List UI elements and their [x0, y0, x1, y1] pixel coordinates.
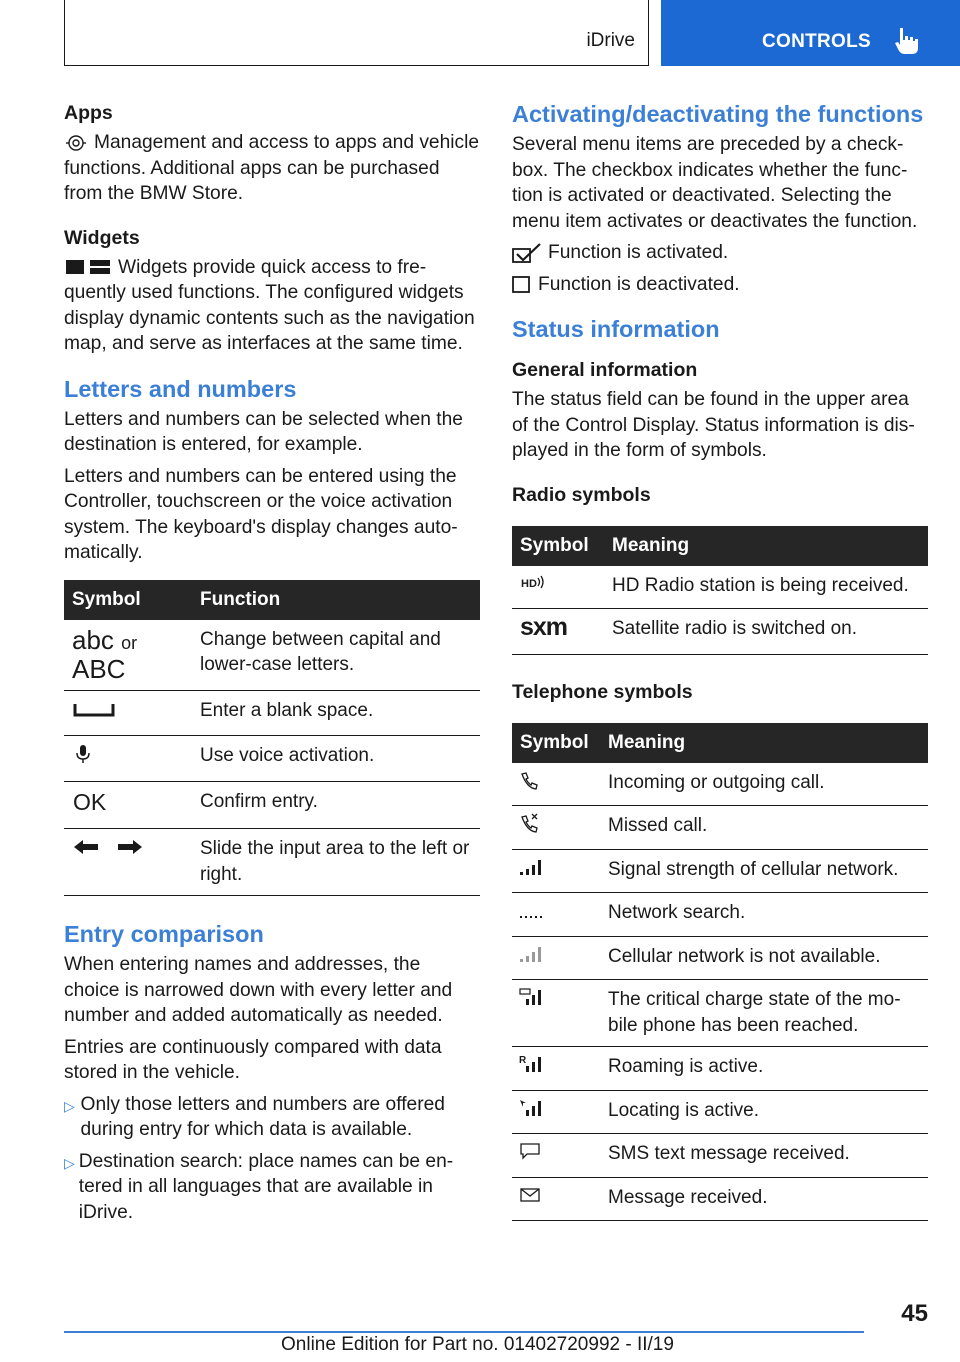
apps-icon	[64, 134, 88, 152]
abc-lower-icon: abc	[72, 624, 114, 655]
table-row	[512, 1134, 928, 1178]
apps-paragraph	[64, 130, 480, 207]
table-cell: Roaming is active.	[600, 1047, 928, 1091]
radio-table	[512, 526, 928, 655]
phone-call-icon	[518, 770, 540, 790]
table-row	[512, 566, 928, 609]
space-icon	[72, 698, 116, 720]
header-chapter-label: CONTROLS	[762, 31, 872, 52]
radio-heading: Radio symbols	[512, 483, 651, 506]
bullet-triangle-icon: ▷	[64, 1154, 75, 1171]
table-cell: Signal strength of cellular network.	[600, 849, 928, 893]
activated-line: Function is activated.	[512, 240, 928, 266]
abc-upper-icon: ABC	[72, 653, 126, 684]
checkbox-empty-icon	[512, 274, 532, 294]
network-search-icon	[518, 900, 546, 920]
table-cell: Cellular network is not available.	[600, 936, 928, 980]
table-row	[64, 781, 480, 829]
deactivated-line: Function is deactivated.	[512, 272, 928, 298]
table-row	[512, 806, 928, 850]
checkbox-checked-icon	[512, 243, 542, 263]
table-cell: Missed call.	[600, 806, 928, 850]
letters-paragraph-1: Letters and numbers can be selected when the destination is entered, for example.	[64, 408, 463, 455]
missed-call-icon	[518, 813, 540, 833]
footer-divider	[64, 1331, 864, 1333]
header-chapter-tab	[661, 0, 960, 66]
table-row	[64, 690, 480, 736]
table-row	[64, 620, 480, 691]
locating-icon	[518, 1098, 546, 1118]
no-network-icon	[518, 944, 546, 964]
letters-paragraph-2: Letters and numbers can be entered using the Controller, touchscreen or the voice activation system. The keyboard's display changes auto-matically.	[64, 465, 458, 563]
svg-text:HD: HD	[521, 577, 537, 590]
phone-table	[512, 723, 928, 1222]
general-heading: General information	[512, 359, 698, 381]
table-cell: Satellite radio is switched on.	[604, 609, 928, 655]
sms-icon	[518, 1141, 542, 1161]
table-header-symbol: Symbol	[64, 580, 192, 620]
widgets-paragraph	[64, 255, 480, 357]
table-row	[512, 936, 928, 980]
entry-paragraph-1: When entering names and addresses, the choice is narrowed down with every letter and number and added automatically as needed.	[64, 954, 453, 1026]
widgets-icon	[64, 258, 112, 276]
table-cell: Network search.	[600, 893, 928, 937]
table-header-symbol: Symbol	[512, 723, 600, 763]
table-row	[512, 849, 928, 893]
svg-text:R: R	[519, 1055, 527, 1066]
table-row	[512, 609, 928, 655]
svg-text:OK: OK	[73, 788, 106, 813]
activate-heading: Activating/deactivating the functions	[512, 101, 924, 127]
table-row	[64, 736, 480, 782]
bullet-triangle-icon: ▷	[64, 1097, 75, 1114]
table-header-function: Function	[192, 580, 480, 620]
footer-edition: Online Edition for Part no. 01402720992 - II/19	[281, 1334, 674, 1355]
apps-text: Management and access to apps and vehicle functions. Additional apps can be purchased from the BMW Store.	[64, 132, 480, 204]
pointing-hand-icon	[894, 26, 920, 56]
table-header-meaning: Meaning	[604, 526, 928, 566]
status-heading: Status information	[512, 316, 720, 342]
phone-heading: Telephone symbols	[512, 680, 693, 703]
table-cell: Locating is active.	[600, 1090, 928, 1134]
table-cell: HD Radio station is being received.	[604, 566, 928, 609]
entry-heading: Entry comparison	[64, 921, 264, 947]
table-cell: Confirm entry.	[192, 781, 480, 829]
table-row	[512, 980, 928, 1047]
ok-icon	[72, 789, 106, 813]
message-icon	[518, 1185, 542, 1205]
list-item: ▷ Only those letters and numbers are offered during entry for which data is available.	[64, 1092, 480, 1143]
sxm-icon	[520, 616, 592, 638]
apps-heading: Apps	[64, 102, 113, 124]
list-item: ▷ Destination search: place names can be en-tered in all languages that are available in iDrive.	[64, 1149, 480, 1226]
general-paragraph: The status field can be found in the upper area of the Control Display. Status information is dis-played in the form of symbols.	[512, 389, 915, 461]
table-cell: Message received.	[600, 1177, 928, 1221]
table-cell: Use voice activation.	[192, 736, 480, 782]
slide-arrows-icon	[72, 836, 148, 858]
header-section-box	[64, 0, 649, 66]
table-header-symbol: Symbol	[512, 526, 604, 566]
entry-paragraph-2: Entries are continuously compared with data stored in the vehicle.	[64, 1036, 442, 1083]
table-row	[512, 763, 928, 806]
right-column	[512, 100, 928, 1221]
table-cell: Slide the input area to the left or right.	[192, 829, 480, 896]
table-row	[64, 829, 480, 896]
svg-text:sxm: sxm	[520, 616, 568, 638]
table-cell: Incoming or outgoing call.	[600, 763, 928, 806]
hd-radio-icon	[520, 573, 546, 593]
table-cell: The critical charge state of the mo-bile phone has been reached.	[600, 980, 928, 1047]
table-cell: Enter a blank space.	[192, 690, 480, 736]
microphone-icon	[72, 743, 94, 765]
table-row	[512, 1047, 928, 1091]
table-header-meaning: Meaning	[600, 723, 928, 763]
signal-strength-icon	[518, 857, 546, 877]
table-row	[512, 893, 928, 937]
table-cell: Change between capital and lower-case letters.	[192, 620, 480, 691]
left-column	[64, 100, 480, 1231]
roaming-icon	[518, 1054, 546, 1074]
table-row	[512, 1090, 928, 1134]
table-row	[512, 1177, 928, 1221]
page-number: 45	[901, 1300, 928, 1327]
letters-table	[64, 580, 480, 897]
case-toggle-symbol: abc or ABC	[64, 620, 192, 691]
table-cell: SMS text message received.	[600, 1134, 928, 1178]
widgets-text: Widgets provide quick access to fre-quently used functions. The configured widgets display dynamic contents such as the navigation map, and serve as interfaces at the same time.	[64, 256, 475, 354]
low-battery-icon	[518, 987, 546, 1007]
activate-paragraph: Several menu items are preceded by a check-box. The checkbox indicates whether the func-tion is activated or deactivated. Selecting the menu item activates or deactivates the function.	[512, 134, 918, 232]
letters-heading: Letters and numbers	[64, 375, 297, 402]
widgets-heading: Widgets	[64, 226, 140, 249]
header-section-label: iDrive	[586, 30, 635, 51]
